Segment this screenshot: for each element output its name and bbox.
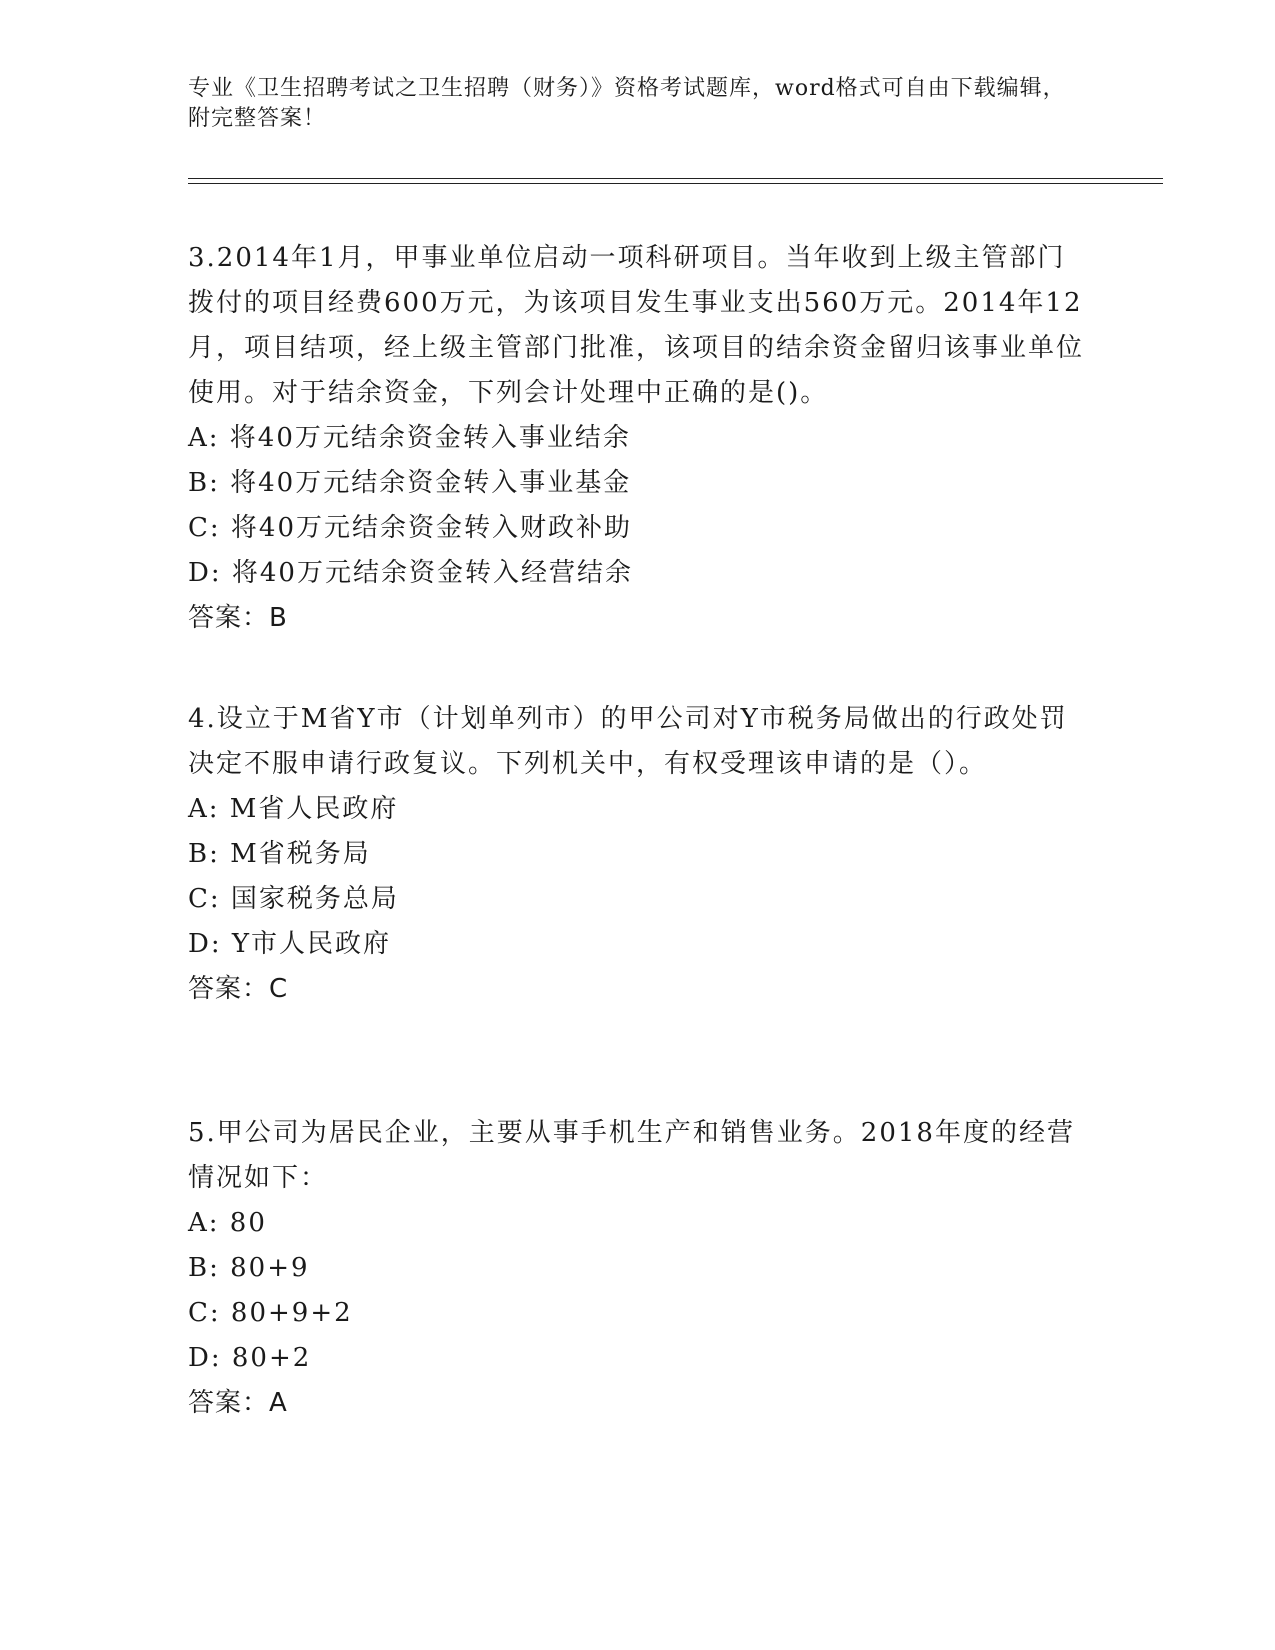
option-d: D: 80+2 [188, 1343, 312, 1373]
question-4 [188, 697, 1088, 1012]
question-stem: 3.2014年1月，甲事业单位启动一项科研项目。当年收到上级主管部门拨付的项目经费600万元，为该项目发生事业支出560万元。2014年12月，项目结项，经上级主管部门批准，该项目的结余资金留归该事业单位使用。对于结余资金，下列会计处理中正确的是()。 [188, 243, 1085, 408]
header-divider [188, 178, 1163, 179]
option-a: A: 将40万元结余资金转入事业结余 [188, 423, 631, 453]
answer: 答案：B [188, 603, 288, 633]
question-3 [188, 236, 1088, 641]
option-c: C: 国家税务总局 [188, 884, 399, 914]
option-c: C: 将40万元结余资金转入财政补助 [188, 513, 633, 543]
option-b: B: M省税务局 [188, 839, 371, 869]
question-stem: 5.甲公司为居民企业，主要从事手机生产和销售业务。2018年度的经营情况如下： [188, 1118, 1075, 1193]
question-5 [188, 1111, 1088, 1426]
header-divider-second [188, 183, 1163, 184]
option-b: B: 80+9 [188, 1253, 310, 1283]
answer: 答案：A [188, 1388, 288, 1418]
question-stem: 4.设立于M省Y市（计划单列市）的甲公司对Y市税务局做出的行政处罚决定不服申请行政复议。下列机关中，有权受理该申请的是（）。 [188, 704, 1068, 779]
answer: 答案：C [188, 974, 289, 1004]
option-d: D: Y市人民政府 [188, 929, 392, 959]
option-b: B: 将40万元结余资金转入事业基金 [188, 468, 632, 498]
document-header: 专业《卫生招聘考试之卫生招聘（财务）》资格考试题库，word格式可自由下载编辑，附完整答案！ [188, 76, 1066, 131]
option-a: A: M省人民政府 [188, 794, 399, 824]
option-d: D: 将40万元结余资金转入经营结余 [188, 558, 633, 588]
option-c: C: 80+9+2 [188, 1298, 353, 1328]
option-a: A: 80 [188, 1208, 267, 1238]
